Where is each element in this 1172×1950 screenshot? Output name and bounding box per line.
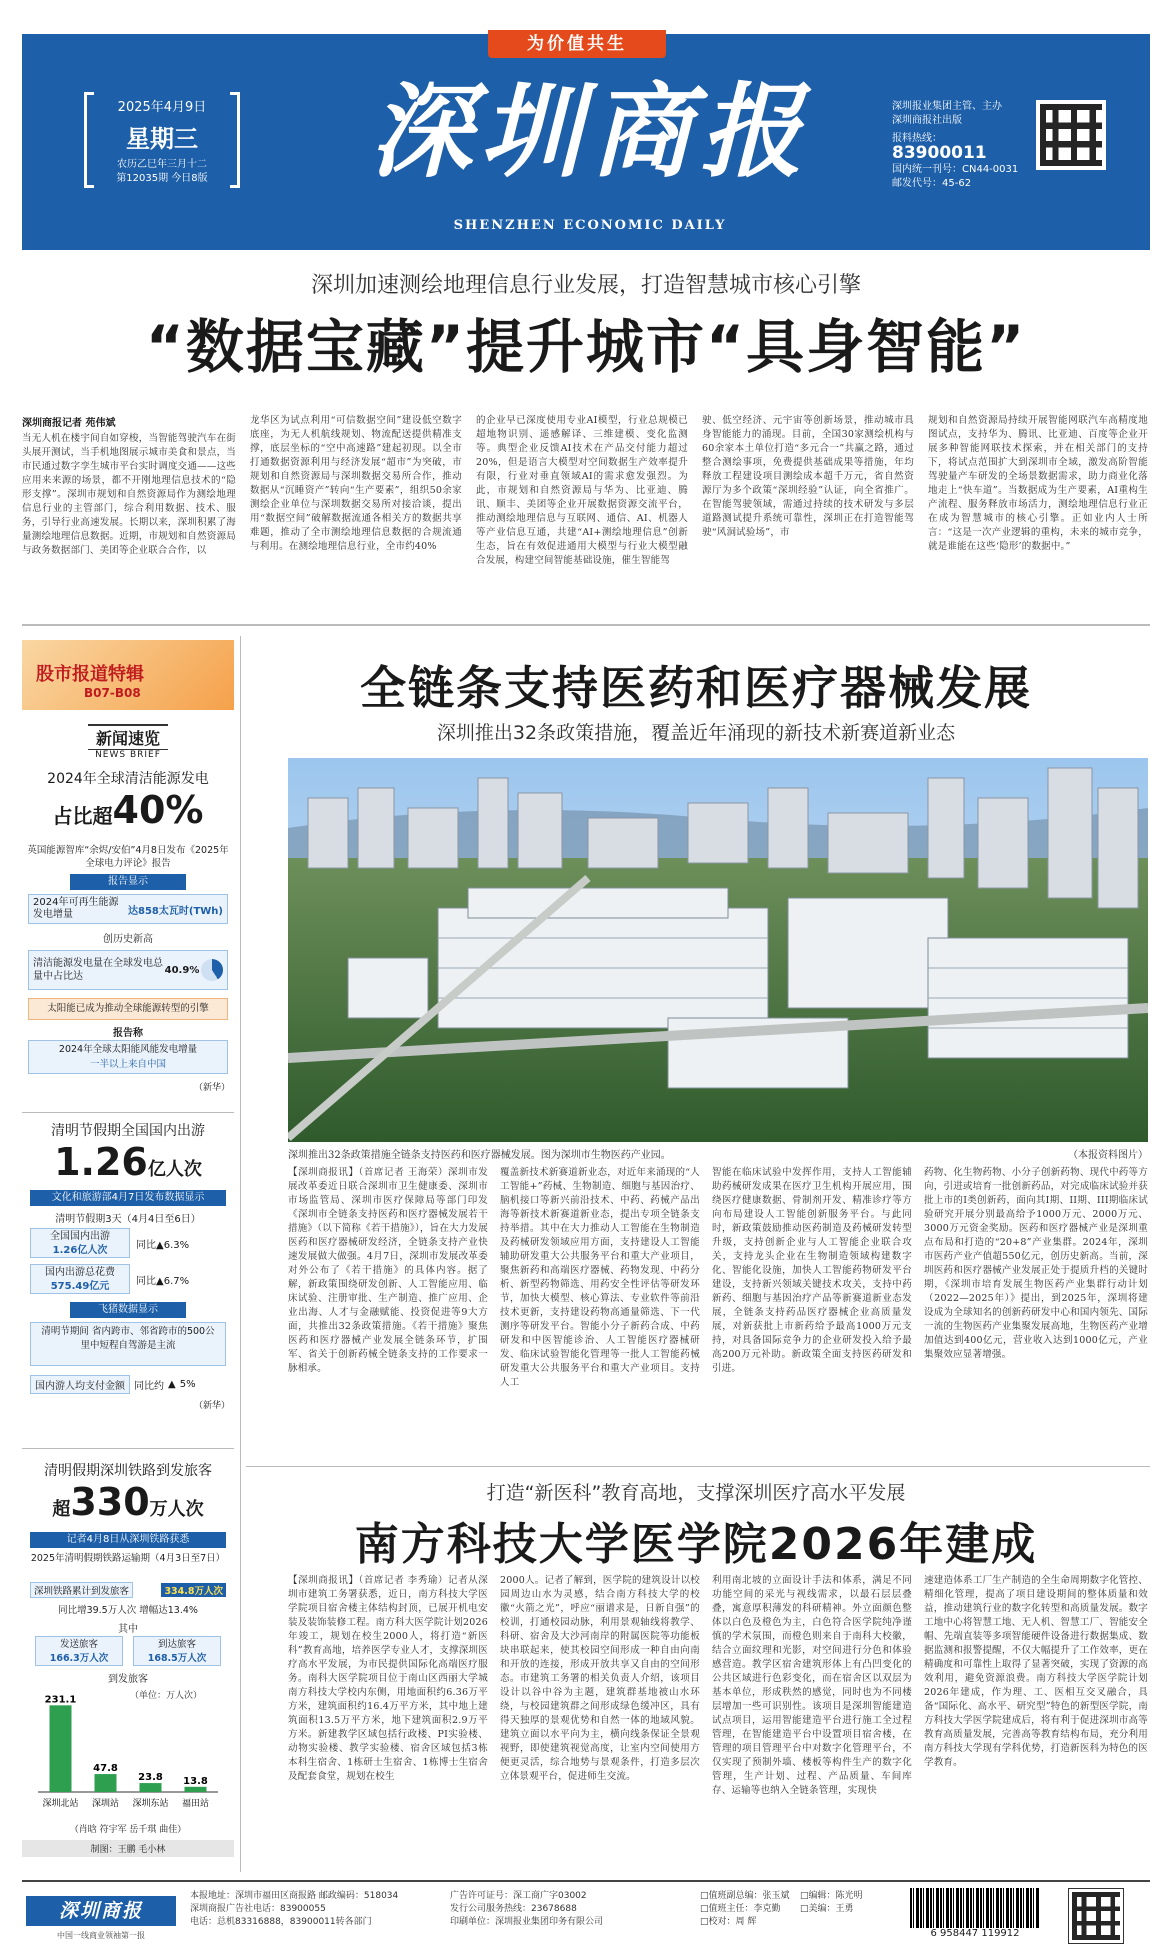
arrow-up-icon: ▲ [156,1239,164,1251]
footer-company: 发行公司服务热线：23678688 [450,1904,577,1914]
story2-col-1: 【深圳商报讯】（首席记者 王海荣）深圳市发展改革委近日联合深圳市卫生健康委、深圳市市场监管局、深圳市医疗保障局等部门印发《深圳市全链条支持医药和医疗器械发展若干措施》（以下简称《若干措施》），旨在大力发展医药和医疗器械研发经济，全链条支持产业快速发展做大做强。4月7日，深圳市发展改革委对外公布了《若干措施》的具体内容。据了解，新政策围绕研发创新、人工智能应用、临床试验、注册审批、生产制造、推广应用、企业出海、人才与金融赋能、投资促进等9大方面，共推出32条政策措施。《若干措施》聚焦医药和医疗器械产业发展全链条环节，扩围军、省关于创新药械全链条支持的工作要求一脉相承。 [288,1167,488,1374]
story2-col-4: 药物、化生物药物、小分子创新药物、现代中药等方向，引进或培育一批创新药品，对完成临床试验并获批上市的I类创新药，面向其I期、II期、III期临床试验研究开展分别最高给予1000万元、2000万元、3000万元资金奖励。医药和医疗器械产业是深圳重点布局和打造的“20+8”产业集群。2024年，深圳市医药产业产值超550亿元，创历史新高。当前，深圳医药和医疗器械产业发展正处于提质升档的关键时期，《深圳市培育发展生物医药产业集群行动计划（2022—2025年）》提出，到2025年，深圳将建设成为全球知名的创新药研发中心和国内领先、国际一流的生物医药产业集聚发展高地，生物医药产业增加值达到400亿元，营业收入达到1000亿元，产业集聚效应显著增强。 [924,1167,1148,1360]
hotline-number: 83900011 [892,143,987,163]
footer-address: 本报地址：深圳市福田区商报路 [190,1891,317,1901]
brief2-row1-box [30,1228,130,1258]
brief1-big-value: 40% [112,788,204,832]
brief2-big-value: 1.26 [54,1140,148,1184]
brief2-tag: 飞猪数据显示 [70,1302,186,1318]
column-divider [240,636,241,1872]
footer-license [450,1890,680,1929]
news-brief-en: NEWS BRIEF [95,750,161,760]
section-divider [22,624,1150,626]
publisher-line: 深圳报业集团主管、主办 [892,101,1002,112]
brief2-big-unit: 亿人次 [147,1159,202,1180]
story3-col-1: 【深圳商报讯】（首席记者 李秀瑜）记者从深圳市建筑工务署获悉，近日，南方科技大学医学院项目宿舍楼主体结构封顶，已展开机电安装及装饰装修工程。南方科大医学院计划2026年竣工，规划在校生2000人，将打造“新医科”教育高地，培养医学专业人才，支撑深圳医疗高水平发展，为市民提供国际化高端医疗服务。南科大医学院项目位于南山区西丽大学城南方科技大学校内东侧，用地面积约6.36万平方米，建筑面积约16.4万平方米，其中地上建筑面积13.5万平方米，地下建筑面积2.9万平方米。新建教学区域包括行政楼、PI实验楼、动物实验楼、教学实验楼、宿舍区域包括3栋本科生宿舍、1栋研士生宿舍、1栋博士生宿舍及配套食堂，规划在校生 [288,1575,488,1782]
brief2-row2-cmp: 同比 [136,1275,156,1287]
hotline-label: 报料热线： [892,133,942,144]
brief3-row-2: 同比增39.5万人次 增幅达13.4% [58,1605,198,1616]
chart-category-label: 深圳站 [91,1799,120,1809]
brief2-row4-cmp: 同比约 [134,1380,164,1392]
brief1-row4-note: 一半以上来自中国 [89,1059,166,1070]
brief1-tag2: 报告称 [113,1028,143,1039]
brief1-source: 英国能源智库“余烬/安伯”4月8日发布《2025年全球电力评论》报告 [27,845,229,869]
footer-printer: 印刷单位：深圳报业集团印务有限公司 [450,1917,604,1927]
arrow-up-icon: ▲ [156,1275,164,1287]
brief2-figure [22,1140,234,1184]
footer-editors [700,1890,900,1929]
photo-caption-text: 深圳推出32条政策措施全链条支持医药和医疗器械发展。图为深圳市生物医药产业园。 [288,1150,671,1161]
lunar-date: 农历乙巳年三月十二 [117,159,207,170]
chart-bar [95,1774,117,1792]
brief2-row2-label: 国内出游总花费 [45,1267,115,1278]
footer-editor: □校对：周 辉 [700,1917,757,1927]
brief1-tag: 报告显示 [70,874,186,890]
brief2-period: 清明节假期3天（4月4日至6日） [55,1214,201,1225]
lead-col-3: 的企业早已深度使用专业AI模型，行业总规模已超地物识别、遥感解译、三维建模、变化监测等。典型企业反馈AI技术在产品交付能力超过20%，但是语言大模型对空间数据生产效率提升有限，行业对垂直领域AI的需求愈发强烈。为此，市规划和自然资源局与华为、比亚迪、腾讯、顺丰、美团等企业开展数据资源交流平台，推动测绘地理信息与互联网、通信、AI、机器人等产业信息互通，共建“AI+测绘地理信息”创新生态，旨在有效促进通用大模型与行业大模型融合发展，构建空间智能基础设施，催生智能驾 [476,415,688,566]
cn-code: 国内统一刊号：CN44-0031 [892,164,1019,175]
barcode [910,1888,1040,1944]
brief3-period: 2025年清明假期铁路运输期（4月3日至7日） [30,1553,226,1564]
lead-col-5: 规划和自然资源局持续开展智能网联汽车高精度地图试点，支持华为、腾讯、比亚迪、百度等企业开展多种智能网联技术探索，并在相关部门的支持下，将试点范围扩大到深圳市全域，激发高阶智能驾驶量产车研发的全场景数据需求，助力商业化落地走上“快车道”。当数据成为生产要素，AI重构生产流程、服务释放市场活力，测绘地理信息行业正在成为智慧城市的核心引擎。正如业内人士所言：“这是一次产业逻辑的重构，未来的城市竞争，就是谁能在这些‘隐形’的数据中。” [928,415,1148,552]
brief3-big-prefix: 超 [52,1499,71,1520]
brief3-dep-arr [30,1636,226,1666]
footer-editor: □美编：王勇 [800,1904,854,1914]
chart-value-label: 231.1 [44,1694,77,1706]
brief3-row-1 [30,1582,226,1598]
footer-editor: □编辑：陈光明 [800,1891,863,1901]
brief3-arr-label: 到达旅客 [157,1639,196,1650]
brief2-row1-value: 1.26亿人次 [52,1245,108,1256]
photo-credit: （本报资料图片） [1068,1150,1148,1161]
photo-caption [288,1146,1148,1161]
story3-col-2: 2000人。记者了解到，医学院的建筑设计以校园周边山水为灵感，结合南方科技大学的校徽“火箭之光”，呼应“丽谱求是，日新自强”的校训，打通校园动脉，利用景观轴线将教学、科研、宿舍及大沙河南岸的附属医院等功能板块串联起来，使其校园空间形成一种自由向南和开放的连接，形成开放共享又自由的空间形态。市建筑工务署的相关负责人介绍，该项目设计以谷中谷为主题，建筑群基地被山水环绕，与校园建筑群之间形成绿色缓冲区，具有得天独厚的景观优势和自然一体的地域风貌。建筑立面以水平向为主，横向线条保证全景观视野，即使建筑视觉高度，让室内空间使用方便更灵活，综合地势与景观条件，打造多层次立体景观平台，促进师生交流。 [500,1575,700,1782]
brief2-row-2 [30,1264,226,1294]
footer-editor: □值班副总编：张玉斌 [700,1891,790,1901]
qr-code[interactable] [1036,100,1106,170]
chart-category-label: 福田站 [181,1799,210,1809]
brief3-dep-box [35,1636,123,1666]
brief2-row-3: 清明节期间 省内跨市、邻省跨市的500公里中短程自驾游是主流 [30,1322,226,1366]
chart-category-label: 深圳北站 [42,1799,79,1809]
footer-phone: 深圳商报广告社电话：83900055 [190,1904,326,1914]
footer-qr-code[interactable] [1068,1888,1124,1944]
brief2-row1-cmp: 同比 [136,1239,156,1251]
brief2-row2-pct: 6.7% [163,1275,190,1287]
brief3-source: 记者4月8日从深圳铁路获悉 [30,1532,226,1548]
lead-col-2: 龙华区为试点利用“可信数据空间”建设低空数字底座，为无人机航线规划、物流配送提供精准支撑，底层坐标的“空中高速路”建起初现。以全市打通数据资源利用与经济发展“超市”为突破，市规划和自然资源局与深圳数据交易所合作，推动数据从“沉睡资产”转向“生产要素”，组织50余家测绘企业单位与深圳数据交易所对接洽谈，提出用“数据空间”破解数据流通各相关方的数据共享难题，推动了全市测绘地理信息数据的合规流通与利用。在测绘地理信息行业，全市约40% [250,415,462,552]
brief2-credit: （新华） [193,1401,230,1411]
chart-category-label: 深圳东站 [132,1799,169,1809]
arrow-up-icon: ▲ [168,1378,176,1390]
rail-passenger-chart [30,1684,226,1814]
brief3-row1-value: 334.8万人次 [161,1583,226,1597]
footer-license-no: 广告许可证号：深工商广字03002 [450,1891,587,1901]
publisher-info [892,100,1032,191]
news-brief-title: 新闻速览 [88,724,168,750]
chart-bar [50,1705,72,1792]
brief3-editor: 制图：王鹏 毛小林 [22,1840,234,1857]
story2-col-3: 智能在临床试验中发挥作用，支持人工智能辅助药械研发成果在医疗卫生机构开展应用，围绕医疗健康数据、骨制剂开发、精准诊疗等方向布局建设人工智能创新服务平台。与此同时，新政策鼓励推动医药制造及药械研发转型升级，支持创新企业与人工智能企业联合攻关，支持龙头企业在生物制造领域构建数字化、智能化设施，加快人工智能药物研发平台建设，支持新兴领域关键技术攻关，支持中药新药、细胞与基因治疗产品等新赛道新业态发展，全链条支持药品医疗器械企业高质量发展，对新获批上市新药给予最高1000万元支持，对具备国际竞争力的企业研发投入给予最高200万元补助。新政策全面支持医药研发和引进。 [712,1167,912,1374]
footer-contacts [190,1890,440,1929]
story3-col-3: 利用南北坡的立面设计手法和体系，满足不同功能空间的采光与视线需求，以最石层层叠叠，寓意厚积薄发的科研精神。外立面颜色整体以白色及橙色为主，白色符合医学院纯净谨慎的学术氛围，而橙色则来自于南科大校徽，结合立面纹理和光影，对空间进行分色和体验感营造。教学区宿舍建筑形体上有凸凹变化的公共区域进行色彩变化，而在宿舍区以双层为基本单位，形成秩然的感觉，同时也为不同楼层增加一些可识别性。该项目是深圳智能建造试点项目，运用智能建造平台进行施工全过程管理，在智能建造平台中设置项目宿舍楼，在管理的项目管理平台中对数字化管理平台，不仅实现了预制外墙、楼板等构件生产的数字化管理，生产计划、过程、产品质量、车间库存、运输等也纳入全链条管理，实现快 [712,1575,912,1796]
barcode-number: 6 958447 119912 [930,1928,1020,1939]
brief3-dep-value: 166.3万人次 [49,1653,109,1664]
sidebar-divider [22,1112,234,1113]
brief2-row4-pct: 5% [179,1378,196,1390]
lead-headline[interactable]: “数据宝藏”提升城市“具身智能” [145,313,1027,381]
brief1-credit: （新华） [193,1083,230,1093]
banner-title: 股市报道特辑 [36,664,144,685]
footer-slogan: 中国一线商业领袖第一报 [57,1931,145,1940]
brief3-dep-label: 发送旅客 [59,1639,98,1650]
brief2-row2-compare [136,1272,189,1287]
brief3-arr-box [133,1636,221,1666]
brief2-row-1 [30,1228,226,1258]
chart-bar [140,1783,162,1792]
story2-subheadline: 深圳推出32条政策措施，覆盖近年涌现的新技术新赛道新业态 [436,722,956,744]
chart-title: 到发旅客 [108,1674,148,1685]
chart-value-label: 23.8 [138,1772,163,1784]
brief1-row1-label: 2024年可再生能源发电增量 [33,897,119,920]
issue-number: 第12035期 今日8版 [116,173,208,184]
chart-unit: （单位：万人次） [130,1691,203,1701]
brief1-figure [22,788,234,832]
brief1-row4-label: 2024年全球太阳能风能发电增量 [58,1044,198,1055]
lead-byline: 深圳商报记者 苑伟斌 [22,418,116,429]
post-code: 邮发代号：45-62 [892,178,972,189]
brief3-arr-value: 168.5万人次 [147,1653,207,1664]
story2-headline[interactable]: 全链条支持医药和医疗器械发展 [360,661,1032,715]
footer-zip: 邮政编码：518034 [318,1891,399,1901]
issue-date: 2025年4月9日 [117,100,207,115]
news-brief-header [22,724,234,760]
brief3-row1-label: 深圳铁路累计到发旅客 [30,1582,133,1598]
brief3-figure [22,1480,234,1524]
masthead-tagline: 为价值共生 [488,30,666,58]
chart-bar [185,1787,207,1792]
issue-weekday: 星期三 [126,125,198,153]
brief2-row1-pct: 6.3% [163,1239,190,1251]
publisher-line: 深圳商报社出版 [892,115,962,126]
chart-value-label: 13.8 [183,1775,208,1787]
brief1-row-1 [28,894,228,924]
brief3-title[interactable]: 清明假期深圳铁路到发旅客 [44,1463,212,1479]
newspaper-logo-en: SHENZHEN ECONOMIC DAILY [453,218,727,233]
lead-kicker: 深圳加速测绘地理信息行业发展，打造智慧城市核心引擎 [310,273,861,298]
story3-headline[interactable]: 南方科技大学医学院2026年建成 [354,1519,1038,1570]
brief1-row2-value: 40.9% [164,964,200,976]
brief2-row-4 [30,1374,226,1394]
brief2-row1-label: 全国国内出游 [50,1231,110,1242]
brief1-title[interactable]: 2024年全球清洁能源发电 [47,771,209,787]
brief2-row4-label: 国内游人均支付金额 [30,1375,130,1394]
section-divider [246,1466,1150,1467]
lead-col-1: 当无人机在楼宇间自如穿梭，当智能驾驶汽车在街头展开测试，当手机地图展示城市美食和景点，当市民通过数字孪生城市平台实时调度交通——这些应用来来源的场景，都不开刚地理信息技术的“隐形支撑”。深圳市规划和自然资源局作为测绘地理信息行业的主管部门，综合利用数据、技术、服务，引导行业高速发展。长期以来，深圳积累了海量测绘地理信息数据。近期，市规划和自然资源局与政务数据部门、美团等企业联合合作，以 [22,433,236,556]
industrial-park-photo [288,758,1148,1142]
story3-col-4: 速建造体系工厂生产制造的全生命周期数字化管控、精细化管理，提高了项目建设期间的整体质量和效益，推动建筑行业的数字化转型和高质量发展。数字工地中心将智慧工地、无人机、智慧工厂、智能安全帽、先端直装等多项智能硬件设备进行数据集成、数据监测和报警提醒，不仅大幅提升了工作效率，更在精确度和可靠性上取得了显著突破，实现了资源的高效利用，避免资源浪费。南方科技大学医学院计划2026年建成，作为理、工、医相互交叉融合，具备“国际化、高水平、研究型”特色的新型医学院，南方科技大学医学院建成后，将有利于促进深圳市高等教育高质量发展，完善高等教育结构布局，充分利用南方科技大学现有学科优势，打造新医科为特色的医学教育。 [924,1575,1148,1768]
brief3-credit: （肖晗 符宇军 岳千琪 曲佳） [69,1825,187,1835]
sidebar-divider [22,1448,234,1449]
brief2-row2-box [30,1264,130,1294]
brief1-row-4 [28,1040,228,1074]
newspaper-logo: 深圳商报 [370,72,810,192]
date-box [92,92,232,188]
brief2-source: 文化和旅游部4月7日发布数据显示 [30,1190,226,1206]
brief2-row1-compare [136,1236,189,1251]
pie-icon [201,959,223,981]
footer-editor: □值班主任：李克勤 [700,1904,781,1914]
brief1-row1-value: 达858太瓦时(TWh) [128,905,223,917]
brief2-title[interactable]: 清明节假期全国国内出游 [51,1123,205,1139]
footer-switchboard: 电话：总机83316888，83900011转各部门 [190,1917,372,1927]
lead-col-4: 驶、低空经济、元宇宙等创新场景，推动城市具身智能能力的涌现。目前，全国30家测绘机构与60余家本土单位打造“多元合一”共赢之路，通过整合测绘事项，免费提供基础成果等措施，年均释放工程建设项目测绘成本超千万元，省自然资源厅为多个政策“深圳经验”认证，向全省推广。在智能驾驶领域，需通过持续的技术研发与多层道路测试提升系统可靠性，深圳正在打造智能驾驶“风洞试验场”，市 [702,415,914,538]
brief1-note: 创历史新高 [103,934,153,945]
banner-pages: B07-B08 [84,686,141,700]
brief1-big-prefix: 占比超 [52,804,113,828]
story3-kicker: 打造“新医科”教育高地，支撑深圳医疗高水平发展 [486,1482,906,1504]
story2-col-2: 覆盖新技术新赛道新业态，对近年来涌现的“人工智能+”药械、生物制造、细胞与基因治疗、脑机接口等新兴前沿技术、中药、药械产品出海等新技术新赛道新业态，提出专项全链条支持举措。其中在大力推动人工智能在生物制造及药械研发领域应用方面，支持建设人工智能辅助研发重大公共服务平台和重大产业项目，聚焦新药和高端医疗器械、药物发现、中药分析、新型药物筛选、用药安全性评估等研发环节，加快大模型、核心算法、专业软件等前沿技术更新，支持建设药物高通量筛选、下一代测序等研发平台。智能小分子新药合成、中药研发和中医智能诊治、人工智能医疗器械研发、临床试验智能化管理等一批人工智能药械研发重大公共服务平台和重大产业项目。支持人工 [500,1167,700,1388]
brief3-big-value: 330 [70,1480,150,1524]
brief3-mid: 其中 [118,1624,138,1635]
brief1-row-2 [28,950,228,990]
chart-value-label: 47.8 [93,1763,118,1775]
stock-special-banner[interactable] [22,640,234,710]
brief1-row2-label: 清洁能源发电量在全球发电总量中占比达 [33,958,163,982]
brief3-big-unit: 万人次 [149,1499,204,1520]
brief1-row-3: 太阳能已成为推动全球能源转型的引擎 [28,998,228,1020]
footer-logo: 深圳商报 [26,1896,176,1926]
brief2-row2-value: 575.49亿元 [50,1281,110,1292]
